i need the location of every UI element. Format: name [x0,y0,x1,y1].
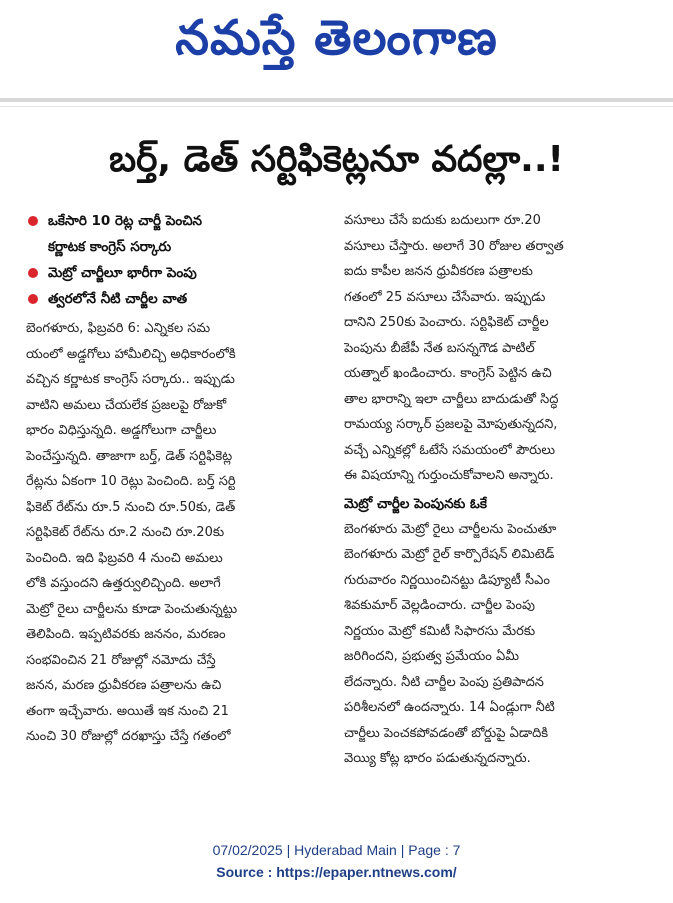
article-column-right [344,208,656,772]
text-line: రామయ్య సర్కార్ ప్రజలపై మోపుతున్నదని, [344,417,558,432]
article-paragraph-right [344,208,656,489]
text-line: జరిగిందని, ప్రభుత్వ ప్రమేయం ఏమీ [344,649,520,664]
bullet-item [26,208,330,260]
text-line: నుంచి 30 రోజుల్లో దరఖాస్తు చేస్తే గతంలో [26,729,231,744]
bullet-text: త్వరలోనే నీటి చార్జీల వాత [48,291,188,307]
text-line: ఈ విషయాన్ని గుర్తుంచుకోవాలని అన్నారు. [344,468,554,483]
text-line: ఐదు కాపీల జనన ధ్రువీకరణ పత్రాలకు [344,264,533,279]
bullet-list [26,208,330,312]
text-line: దానిని 250కు పెంచారు. సర్టిఫికెట్ చార్జీల [344,315,549,330]
text-line: చార్జీలు పెంచకపోవడంతో బోర్డుపై ఏడాదికి [344,725,549,741]
bullet-item [26,260,330,286]
article-paragraph-metro [344,517,656,772]
red-bullet-dot-icon [28,294,38,304]
text-line: సంభవించిన 21 రోజుల్లో నమోదు చేస్తే [26,652,216,668]
text-line: యంలో అడ్డగోలు హామీలిచ్చి అధికారంలోకి [26,346,236,362]
article-column-left [26,208,330,750]
article-subhead: మెట్రో చార్జీల పెంపునకు ఓకే [344,495,487,512]
text-line: మెట్రో రైలు చార్జీలను కూడా పెంచుతున్నట్టు [26,601,238,617]
article-paragraph-left [26,316,330,750]
text-line: పరిశీలనలో ఉందన్నారు. 14 ఏండ్లుగా నీటి [344,700,555,715]
red-bullet-dot-icon [28,216,38,226]
text-line: శివకుమార్ వెల్లడించారు. చార్జీల పెంపు [344,598,535,613]
header-rule-thin [0,106,673,107]
text-line: బెంగళూరు, ఫిబ్రవరి 6: ఎన్నికల సమ [26,321,211,336]
text-line: లేదన్నారు. నీటి చార్జీల పెంపు ప్రతిపాదన [344,674,544,690]
bullet-text: కర్ణాటక కాంగ్రెస్ సర్కారు [48,239,172,255]
masthead [0,0,673,80]
header-rule [0,98,673,102]
text-line: భారం విధిస్తున్నది. అడ్డగోలుగా చార్జీలు [26,423,217,438]
text-line: వసూలు చేసే ఐదుకు బదులుగా రూ.20 [344,213,541,228]
text-line: సర్టిఫికెట్ రేట్‌ను రూ.2 నుంచి రూ.20కు [26,525,225,540]
text-line: వెయ్యి కోట్ల భారం పడుతున్నదన్నారు. [344,751,531,766]
text-line: రేట్లను ఏకంగా 10 రెట్లు పెంచింది. బర్త్ సర్టి [26,474,236,489]
text-line: బెంగళూరు మెట్రో రైలు చార్జీలను పెంచుతూ [344,521,557,537]
text-line: గురువారం నిర్ణయించినట్టు డిప్యూటీ సీఎం [344,572,550,588]
article-headline: బర్త్, డెత్ సర్టిఫికెట్లనూ వదల్లా..! [109,139,564,180]
text-line: పెంచింది. ఇది ఫిబ్రవరి 4 నుంచి అమలు [26,550,223,566]
text-line: వసూలు చేస్తారు. అలాగే 30 రోజుల తర్వాత [344,238,564,254]
text-line: వచ్చే ఎన్నికల్లో ఓటేసే సమయంలో పౌరులు [344,442,556,458]
text-line: లోకి వస్తుందని ఉత్తర్వులిచ్చింది. అలాగే [26,576,221,591]
text-line: తెలిపింది. ఇప్పటివరకు జననం, మరణం [26,627,226,642]
text-line: వాటిని అమలు చేయలేక ప్రజలపై రోజుకో [26,397,227,413]
text-line: ఫికెట్ రేట్‌ను రూ.5 నుంచి రూ.50కు, డెత్ [26,499,236,515]
text-line: తంగా ఇచ్చేవారు. అయితే ఇక నుంచి 21 [26,703,229,719]
text-line: బెంగళూరు మెట్రో రైల్ కార్పొరేషన్ లిమిటెడ్ [344,547,555,562]
bullet-item [26,286,330,312]
text-line: జనన, మరణ ధ్రువీకరణ పత్రాలను ఉచి [26,678,222,693]
footer-date-edition: 07/02/2025 | Hyderabad Main | Page : 7 [212,842,461,858]
footer-source: Source : https://epaper.ntnews.com/ [216,864,457,880]
text-line: పెంచేస్తున్నది. తాజాగా బర్త్, డెత్ సర్టిఫికెట్ల [26,448,233,464]
bullet-text: ఒకేసారి 10 రెట్ల చార్జీ పెంచిన [48,213,203,229]
text-line: నిర్ణయం మెట్రో కమిటీ సిఫారసు మేరకు [344,623,536,639]
text-line: పెంపును బీజేపీ నేత బసన్నగౌడ పాటిల్ [344,340,535,356]
bullet-text: మెట్రో చార్జీలూ భారీగా పెంపు [48,265,197,281]
masthead-title: నమస్తే తెలంగాణ [175,10,498,66]
text-line: యత్నాల్ ఖండించారు. కాంగ్రెస్ పెట్టిన ఉచి [344,366,552,381]
text-line: వచ్చిన కర్ణాటక కాంగ్రెస్ సర్కారు.. ఇప్పుడు [26,372,235,387]
text-line: గతంలో 25 వసూలు చేసేవారు. ఇప్పుడు [344,289,546,305]
red-bullet-dot-icon [28,268,38,278]
text-line: తాల భారాన్ని ఇలా చార్జీలు బాదుడుతో సిద్ధ [344,391,559,407]
